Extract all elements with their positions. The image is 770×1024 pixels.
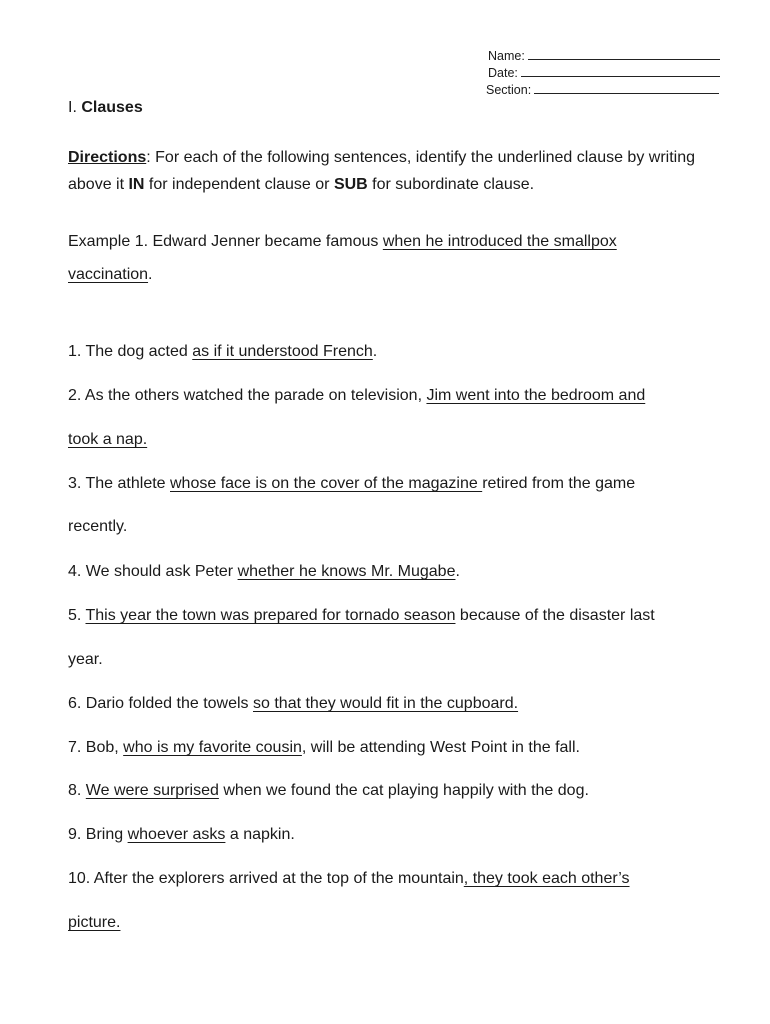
sentence-text: 1. The dog acted (68, 343, 193, 360)
sentence-text: 4. We should ask Peter (68, 563, 238, 580)
section-field (486, 81, 719, 99)
example-suffix: . (148, 266, 153, 283)
sentence-text: . (455, 563, 460, 580)
sentence-7 (68, 738, 738, 758)
sentence-text: 2. As the others watched the parade on television, (68, 387, 427, 404)
underlined-clause: Jim went into the bedroom and (426, 387, 646, 404)
directions-in: IN (128, 176, 145, 193)
directions-text-2: for independent clause or (144, 176, 334, 193)
sentence-2-cont (68, 430, 738, 450)
sentence-5-cont (68, 650, 738, 670)
example-line-1 (68, 232, 738, 252)
directions-heading: Directions (68, 149, 147, 166)
date-label: Date: (488, 66, 518, 80)
example-underlined-cont: vaccination (68, 266, 149, 283)
underlined-clause: whose face is on the cover of the magazine (170, 475, 483, 492)
name-label: Name: (488, 49, 525, 63)
sentence-2 (68, 386, 738, 406)
example-line-2 (68, 265, 738, 285)
sentence-4 (68, 562, 738, 582)
sentence-text: 10. After the explorers arrived at the top of the mountain (68, 870, 464, 887)
sentence-text: 5. (68, 607, 86, 624)
sentence-text: when we found the cat playing happily with the dog. (218, 782, 589, 799)
section-label: Section: (486, 83, 532, 97)
name-blank[interactable] (528, 47, 720, 60)
sentence-text: 8. (68, 782, 86, 799)
sentence-text: recently. (68, 518, 128, 535)
directions-text-3: for subordinate clause. (367, 176, 535, 193)
sentence-text: . (372, 343, 378, 360)
sentence-6 (68, 694, 738, 714)
section-number: I. (68, 99, 77, 116)
name-field (488, 47, 720, 65)
sentence-5 (68, 606, 738, 626)
sentence-text: a napkin. (225, 826, 295, 843)
date-field (488, 64, 720, 82)
sentence-3 (68, 474, 738, 494)
section-blank[interactable] (534, 81, 719, 94)
sentence-3-cont (68, 517, 738, 537)
sentence-10-cont (68, 913, 738, 933)
section-title-text: Clauses (81, 99, 143, 116)
underlined-clause: This year the town was prepared for tornado season (85, 607, 456, 624)
underlined-clause: took a nap. (68, 431, 148, 448)
underlined-clause: as if it understood French (192, 343, 373, 360)
underlined-clause: so that they would fit in the cupboard. (253, 695, 519, 712)
sentence-text: 9. Bring (68, 826, 128, 843)
example-prefix: Example 1. Edward Jenner became famous (68, 233, 383, 250)
directions (68, 144, 738, 198)
sentence-text: because of the disaster last (455, 607, 655, 624)
underlined-clause: who is my favorite cousin (123, 739, 302, 756)
underlined-clause: whoever asks (127, 826, 226, 843)
example-underlined: when he introduced the smallpox (382, 233, 617, 250)
sentence-text: , will be attending West Point in the fall. (301, 739, 580, 756)
directions-sub: SUB (333, 176, 368, 193)
underlined-clause: We were surprised (85, 782, 219, 799)
underlined-clause: whether he knows Mr. Mugabe (237, 563, 456, 580)
sentence-text: 3. The athlete (68, 475, 170, 492)
sentence-text: 6. Dario folded the towels (68, 695, 253, 712)
sentence-8 (68, 781, 738, 801)
section-title (68, 98, 143, 118)
sentence-text: retired from the game (482, 475, 636, 492)
date-blank[interactable] (521, 64, 720, 77)
directions-text-1: : For each of the following sentences, identify the underlined clause by writing above it (68, 149, 696, 193)
sentence-1 (68, 342, 738, 362)
underlined-clause: picture. (68, 914, 121, 931)
sentence-10 (68, 869, 738, 889)
underlined-clause: , they took each other’s (463, 870, 630, 887)
sentence-9 (68, 825, 738, 845)
sentence-text: year. (68, 651, 103, 668)
sentence-text: 7. Bob, (68, 739, 124, 756)
